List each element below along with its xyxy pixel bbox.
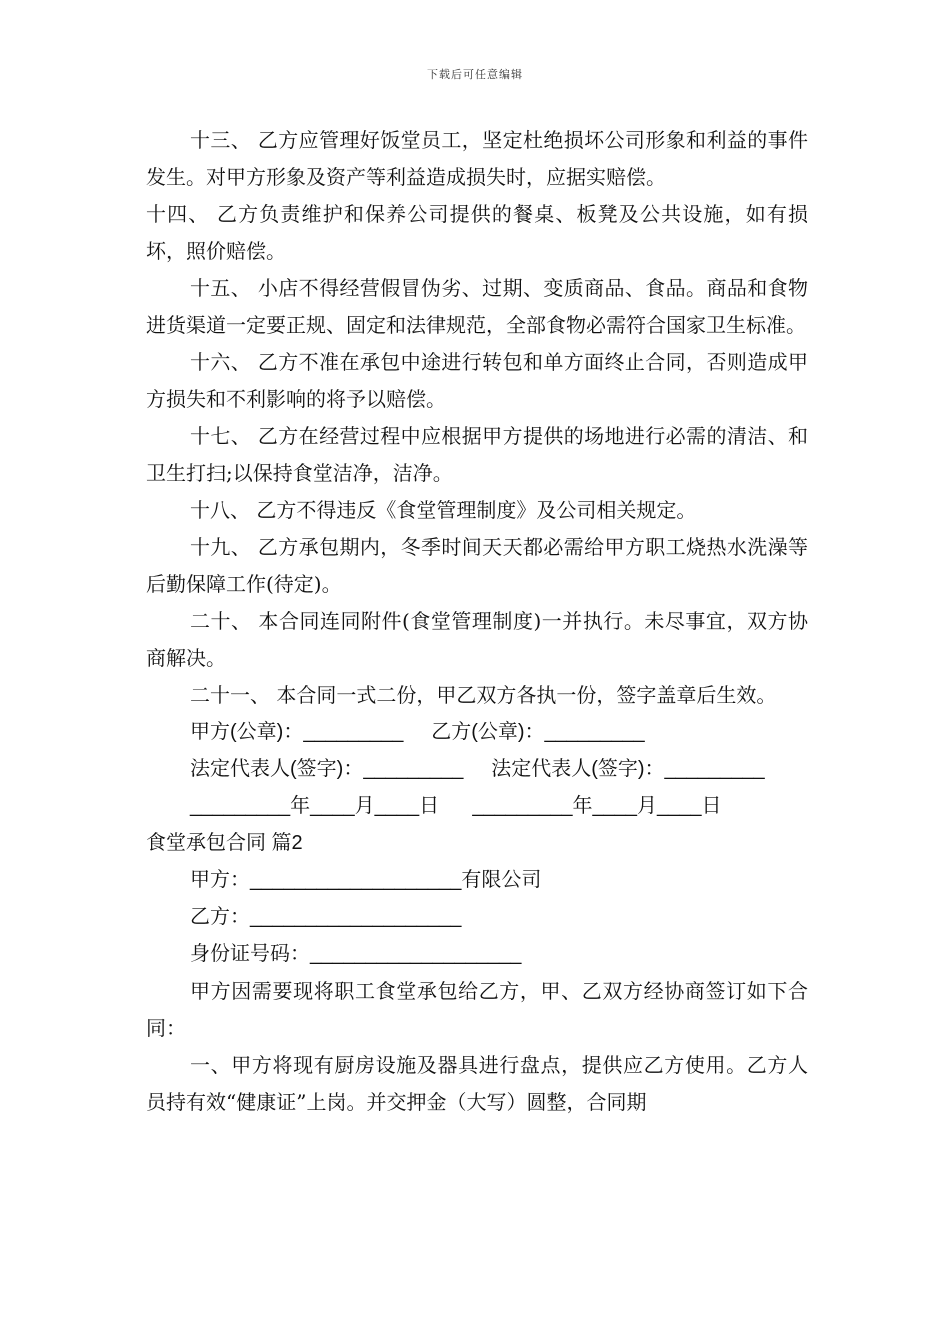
representative-line: 法定代表人(签字)：_________ 法定代表人(签字)：_________ xyxy=(190,758,765,780)
contract2-item-1: 一、甲方将现有厨房设施及器具进行盘点，提供应乙方使用。乙方人员持有效“健康证”上岗。并交押金（大写）圆整，合同期 xyxy=(146,1053,808,1114)
clause-15: 十五、 小店不得经营假冒伪劣、过期、变质商品、食品。商品和食物进货渠道一定要正规、固定和法律规范，全部食物必需符合国家卫生标准。 xyxy=(146,276,808,337)
party-a-line: 甲方：___________________有限公司 xyxy=(190,869,542,891)
clause-13: 十三、 乙方应管理好饭堂员工，坚定杜绝损坏公司形象和利益的事件发生。对甲方形象及资产等利益造成损失时，应据实赔偿。 xyxy=(146,128,808,189)
seal-line: 甲方(公章)：_________ 乙方(公章)：_________ xyxy=(190,721,645,743)
clause-18: 十八、 乙方不得违反《食堂管理制度》及公司相关规定。 xyxy=(190,498,697,522)
clause-20: 二十、 本合同连同附件(食堂管理制度)一并执行。未尽事宜，双方协商解决。 xyxy=(146,609,808,670)
clause-17: 十七、 乙方在经营过程中应根据甲方提供的场地进行必需的清洁、和卫生打扫;以保持食堂洁净，洁净。 xyxy=(146,424,808,485)
clause-16: 十六、 乙方不准在承包中途进行转包和单方面终止合同，否则造成甲方损失和不利影响的将予以赔偿。 xyxy=(146,350,808,411)
document-body xyxy=(146,122,808,1121)
contract2-title: 食堂承包合同 篇2 xyxy=(146,832,303,854)
clause-14: 十四、 乙方负责维护和保养公司提供的餐桌、板凳及公共设施，如有损坏，照价赔偿。 xyxy=(146,202,808,263)
page-header: 下载后可任意编辑 xyxy=(427,68,523,81)
clause-21: 二十一、 本合同一式二份，甲乙双方各执一份，签字盖章后生效。 xyxy=(190,683,777,707)
contract2-intro: 甲方因需要现将职工食堂承包给乙方，甲、乙双方经协商签订如下合同： xyxy=(146,979,808,1040)
clause-19: 十九、 乙方承包期内，冬季时间天天都必需给甲方职工烧热水洗澡等后勤保障工作(待定)。 xyxy=(146,535,808,596)
party-b-line: 乙方：___________________ xyxy=(190,906,462,928)
date-line: _________年____月____日 _________年____月____日 xyxy=(190,795,722,817)
id-number-line: 身份证号码：___________________ xyxy=(190,943,522,965)
